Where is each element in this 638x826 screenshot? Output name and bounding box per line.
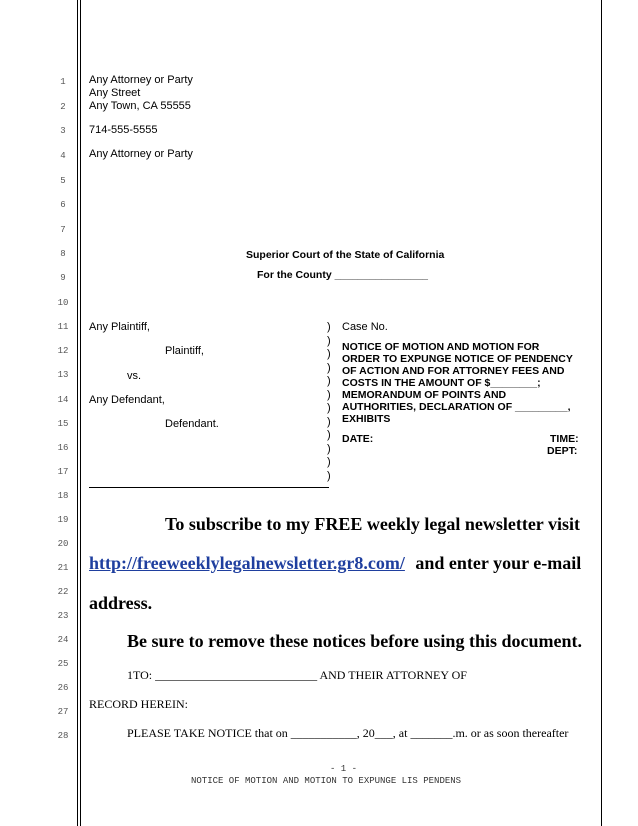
line-number: 27 [57, 707, 69, 717]
versus: vs. [127, 370, 142, 382]
plaintiff-name: Any Plaintiff, [89, 321, 150, 333]
line-number: 6 [60, 200, 66, 210]
title-line: EXHIBITS [342, 413, 391, 425]
caption-parentheses: ) ) ) ) ) ) ) ) ) ) ) ) [327, 321, 331, 482]
dept-label: DEPT: [547, 445, 578, 457]
left-margin-rule-outer [77, 0, 78, 826]
line-number: 23 [57, 611, 69, 621]
document-title [342, 341, 573, 425]
line-number: 12 [57, 346, 69, 356]
left-margin-rule-inner [80, 0, 81, 826]
line-number: 5 [60, 176, 66, 186]
attorney-city: Any Town, CA 55555 [89, 100, 191, 112]
line-number: 1 [60, 77, 66, 87]
line-number: 9 [60, 273, 66, 283]
address-text: address. [89, 593, 153, 613]
please-take-notice: PLEASE TAKE NOTICE that on ___________, 20___, at _______.m. or as soon thereafter [127, 726, 569, 740]
line-number: 8 [60, 249, 66, 259]
date-label: DATE: [342, 433, 374, 445]
newsletter-line [89, 553, 581, 574]
title-line: OF ACTION AND FOR ATTORNEY FEES AND [342, 365, 565, 377]
line-number: 11 [57, 322, 69, 332]
time-label: TIME: [550, 433, 579, 445]
right-margin-rule [601, 0, 602, 826]
court-name: Superior Court of the State of California [246, 249, 445, 261]
line-number: 28 [57, 731, 69, 741]
line-number: 13 [57, 370, 69, 380]
attorney-phone: 714-555-5555 [89, 124, 158, 136]
line-number: 10 [57, 298, 69, 308]
defendant-name: Any Defendant, [89, 394, 165, 406]
newsletter-link[interactable]: http://freeweeklylegalnewsletter.gr8.com/ [89, 553, 405, 573]
line-number: 15 [57, 419, 69, 429]
line-number: 21 [57, 563, 69, 573]
remove-notice: Be sure to remove these notices before using this document. [127, 631, 582, 651]
line-number: 7 [60, 225, 66, 235]
title-line: MEMORANDUM OF POINTS AND [342, 389, 507, 401]
line-number: 4 [60, 151, 66, 161]
title-line: AUTHORITIES, DECLARATION OF _________, [342, 401, 571, 413]
attorney-for: Any Attorney or Party [89, 148, 193, 160]
subscribe-notice: To subscribe to my FREE weekly legal newsletter visit [165, 514, 580, 534]
record-herein: RECORD HEREIN: [89, 697, 188, 711]
page-number: - 1 - [330, 764, 358, 774]
defendant-role: Defendant. [165, 418, 219, 430]
line-number: 17 [57, 467, 69, 477]
line-number: 25 [57, 659, 69, 669]
plaintiff-role: Plaintiff, [165, 345, 204, 357]
enter-email-text: and enter your e-mail [415, 553, 582, 573]
line-number: 26 [57, 683, 69, 693]
line-number: 19 [57, 515, 69, 525]
line-number: 16 [57, 443, 69, 453]
line-number: 3 [60, 126, 66, 136]
line-number: 20 [57, 539, 69, 549]
line-number: 14 [57, 395, 69, 405]
court-county: For the County ________________ [257, 269, 429, 281]
line-number: 24 [57, 635, 69, 645]
line-number: 18 [57, 491, 69, 501]
footer-title: NOTICE OF MOTION AND MOTION TO EXPUNGE LIS PENDENS [191, 776, 462, 786]
line-number: 22 [57, 587, 69, 597]
line-number: 2 [60, 102, 66, 112]
attorney-street: Any Street [89, 87, 141, 99]
attorney-name: Any Attorney or Party [89, 74, 193, 86]
case-number: Case No. [342, 321, 388, 333]
title-line: COSTS IN THE AMOUNT OF $________; [342, 377, 541, 389]
to-line: 1TO: ___________________________ AND THEIR ATTORNEY OF [127, 668, 467, 682]
caption-underline [89, 487, 329, 488]
title-line: NOTICE OF MOTION AND MOTION FOR [342, 341, 540, 353]
title-line: ORDER TO EXPUNGE NOTICE OF PENDENCY [342, 353, 573, 365]
